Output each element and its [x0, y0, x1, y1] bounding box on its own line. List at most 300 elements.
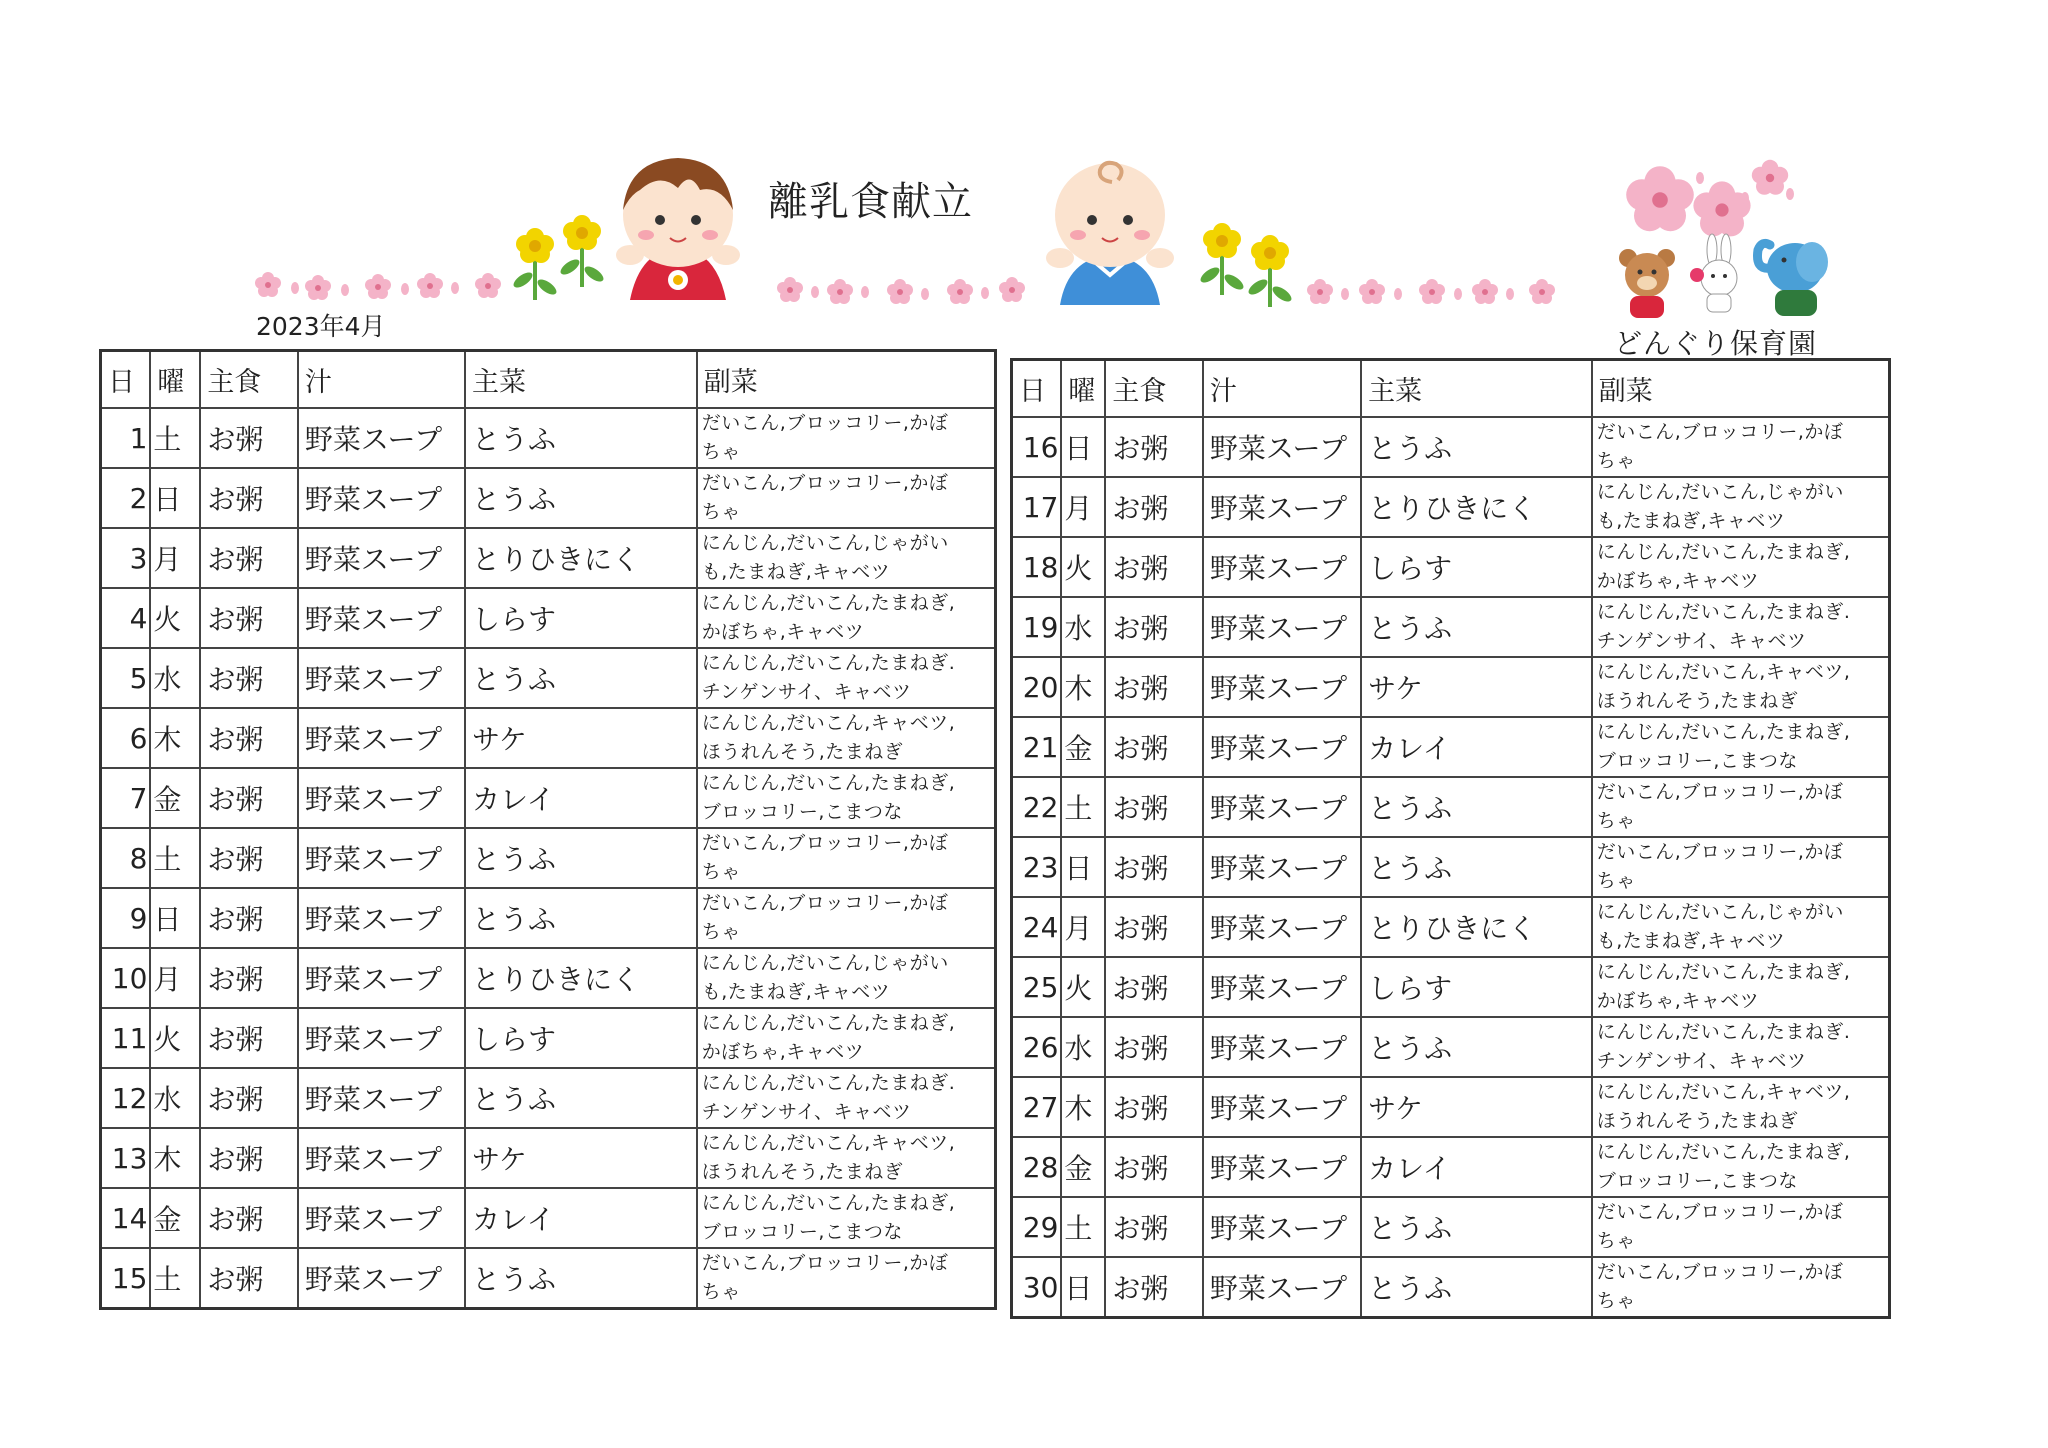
- side-dish-cell: [1592, 537, 1890, 597]
- side-dish-cell: [1592, 837, 1890, 897]
- main-dish-cell: しらす: [465, 1008, 697, 1068]
- table-row: [1012, 1197, 1890, 1257]
- side-dish-line: ちゃ: [701, 501, 741, 523]
- staple-cell: お粥: [200, 648, 298, 708]
- soup-cell: 野菜スープ: [1203, 1197, 1361, 1257]
- main-dish-cell: とうふ: [1361, 1197, 1592, 1257]
- weekday-cell: 日: [150, 888, 200, 948]
- weekday-cell: 水: [150, 1068, 200, 1128]
- main-dish-cell: とうふ: [465, 828, 697, 888]
- table-row: [1012, 1077, 1890, 1137]
- day-cell: 23: [1012, 837, 1062, 897]
- weekday-cell: 金: [1061, 1137, 1105, 1197]
- page-title: 離乳食献立: [768, 179, 973, 225]
- main-dish-cell: とうふ: [465, 648, 697, 708]
- side-dish-cell: [697, 1068, 996, 1128]
- side-dish-cell: [1592, 1257, 1890, 1318]
- header-decoration: [0, 0, 2048, 340]
- day-cell: 28: [1012, 1137, 1062, 1197]
- main-dish-cell: カレイ: [1361, 717, 1592, 777]
- main-dish-cell: とうふ: [465, 408, 697, 468]
- soup-cell: 野菜スープ: [298, 1188, 465, 1248]
- side-dish-line: にんじん,だいこん,たまねぎ.: [701, 1072, 956, 1094]
- table-row: [1012, 957, 1890, 1017]
- main-dish-cell: とうふ: [465, 1068, 697, 1128]
- side-dish-line: にんじん,だいこん,たまねぎ,: [1596, 721, 1851, 743]
- cherry-blossom-icon: [1626, 160, 1794, 237]
- weekday-cell: 火: [1061, 537, 1105, 597]
- side-dish-line: にんじん,だいこん,じゃがい: [1596, 901, 1844, 923]
- side-dish-line: ちゃ: [701, 441, 741, 463]
- side-dish-cell: [697, 1188, 996, 1248]
- side-dish-cell: [1592, 1077, 1890, 1137]
- day-cell: 2: [101, 468, 151, 528]
- side-dish-line: だいこん,ブロッコリー,かぼ: [1596, 1201, 1844, 1223]
- side-dish-cell: [697, 948, 996, 1008]
- weekday-cell: 水: [1061, 1017, 1105, 1077]
- side-dish-line: だいこん,ブロッコリー,かぼ: [701, 832, 949, 854]
- day-cell: 25: [1012, 957, 1062, 1017]
- weekday-cell: 金: [150, 768, 200, 828]
- side-dish-line: だいこん,ブロッコリー,かぼ: [1596, 421, 1844, 443]
- table-row: [1012, 417, 1890, 477]
- weekday-cell: 日: [150, 468, 200, 528]
- table-row: [101, 1248, 996, 1309]
- main-dish-cell: とりひきにく: [465, 948, 697, 1008]
- staple-cell: お粥: [1105, 957, 1203, 1017]
- day-cell: 15: [101, 1248, 151, 1309]
- col-day: 日: [1012, 360, 1062, 418]
- side-dish-cell: [1592, 417, 1890, 477]
- table-row: [101, 1128, 996, 1188]
- side-dish-cell: [1592, 657, 1890, 717]
- menu-table-left: [99, 349, 997, 1310]
- table-row: [1012, 657, 1890, 717]
- table-row: [1012, 1257, 1890, 1318]
- staple-cell: お粥: [1105, 777, 1203, 837]
- side-dish-line: も,たまねぎ,キャベツ: [701, 561, 891, 583]
- main-dish-cell: とうふ: [1361, 417, 1592, 477]
- col-staple: 主食: [200, 351, 298, 409]
- side-dish-cell: [1592, 1137, 1890, 1197]
- side-dish-line: ちゃ: [701, 861, 741, 883]
- side-dish-line: も,たまねぎ,キャベツ: [1596, 930, 1786, 952]
- staple-cell: お粥: [1105, 597, 1203, 657]
- side-dish-line: かぼちゃ,キャベツ: [701, 621, 865, 643]
- staple-cell: お粥: [1105, 1137, 1203, 1197]
- staple-cell: お粥: [1105, 717, 1203, 777]
- side-dish-line: にんじん,だいこん,たまねぎ,: [1596, 961, 1851, 983]
- school-name: どんぐり保育園: [1614, 327, 1818, 360]
- soup-cell: 野菜スープ: [1203, 957, 1361, 1017]
- soup-cell: 野菜スープ: [298, 408, 465, 468]
- soup-cell: 野菜スープ: [298, 888, 465, 948]
- soup-cell: 野菜スープ: [298, 1128, 465, 1188]
- weekday-cell: 水: [1061, 597, 1105, 657]
- col-main-dish: 主菜: [465, 351, 697, 409]
- side-dish-cell: [1592, 1197, 1890, 1257]
- soup-cell: 野菜スープ: [298, 828, 465, 888]
- day-cell: 3: [101, 528, 151, 588]
- bear-icon: [1619, 249, 1675, 318]
- elephant-icon: [1758, 242, 1829, 316]
- side-dish-line: だいこん,ブロッコリー,かぼ: [701, 472, 949, 494]
- main-dish-cell: とうふ: [465, 1248, 697, 1309]
- side-dish-line: にんじん,だいこん,じゃがい: [1596, 481, 1844, 503]
- soup-cell: 野菜スープ: [298, 1008, 465, 1068]
- staple-cell: お粥: [1105, 1077, 1203, 1137]
- side-dish-line: にんじん,だいこん,じゃがい: [701, 532, 949, 554]
- day-cell: 27: [1012, 1077, 1062, 1137]
- day-cell: 6: [101, 708, 151, 768]
- day-cell: 26: [1012, 1017, 1062, 1077]
- side-dish-line: にんじん,だいこん,じゃがい: [701, 952, 949, 974]
- staple-cell: お粥: [1105, 537, 1203, 597]
- soup-cell: 野菜スープ: [1203, 717, 1361, 777]
- side-dish-line: ちゃ: [1596, 1290, 1636, 1312]
- main-dish-cell: とうふ: [1361, 1017, 1592, 1077]
- soup-cell: 野菜スープ: [1203, 897, 1361, 957]
- weekday-cell: 土: [1061, 777, 1105, 837]
- main-dish-cell: とうふ: [1361, 597, 1592, 657]
- side-dish-line: かぼちゃ,キャベツ: [1596, 570, 1760, 592]
- side-dish-line: ちゃ: [701, 1281, 741, 1303]
- blossom-row-middle: [777, 277, 1025, 304]
- staple-cell: お粥: [1105, 477, 1203, 537]
- soup-cell: 野菜スープ: [1203, 657, 1361, 717]
- day-cell: 21: [1012, 717, 1062, 777]
- weekday-cell: 火: [1061, 957, 1105, 1017]
- weekday-cell: 土: [150, 828, 200, 888]
- table-row: [101, 408, 996, 468]
- table-row: [101, 828, 996, 888]
- main-dish-cell: しらす: [1361, 957, 1592, 1017]
- table-row: [1012, 1017, 1890, 1077]
- rabbit-icon: [1690, 234, 1737, 312]
- main-dish-cell: とりひきにく: [1361, 897, 1592, 957]
- col-side-dish: 副菜: [1592, 360, 1890, 418]
- col-weekday: 曜: [1061, 360, 1105, 418]
- weekday-cell: 日: [1061, 417, 1105, 477]
- side-dish-line: にんじん,だいこん,キャベツ,: [1596, 661, 1851, 683]
- side-dish-line: にんじん,だいこん,たまねぎ,: [701, 1192, 956, 1214]
- side-dish-cell: [697, 1128, 996, 1188]
- day-cell: 12: [101, 1068, 151, 1128]
- soup-cell: 野菜スープ: [1203, 777, 1361, 837]
- staple-cell: お粥: [1105, 897, 1203, 957]
- staple-cell: お粥: [200, 1068, 298, 1128]
- weekday-cell: 土: [150, 408, 200, 468]
- side-dish-line: チンゲンサイ、キャベツ: [701, 1101, 912, 1123]
- side-dish-line: ブロッコリー,こまつな: [1596, 1170, 1798, 1192]
- side-dish-line: ちゃ: [1596, 870, 1636, 892]
- staple-cell: お粥: [200, 1188, 298, 1248]
- main-dish-cell: カレイ: [465, 768, 697, 828]
- menu-rows-left: [101, 408, 996, 1309]
- weekday-cell: 木: [1061, 657, 1105, 717]
- side-dish-line: ちゃ: [1596, 1230, 1636, 1252]
- table-row: [1012, 1137, 1890, 1197]
- weekday-cell: 月: [1061, 897, 1105, 957]
- staple-cell: お粥: [200, 708, 298, 768]
- table-row: [101, 768, 996, 828]
- side-dish-line: も,たまねぎ,キャベツ: [1596, 510, 1786, 532]
- soup-cell: 野菜スープ: [298, 1068, 465, 1128]
- day-cell: 20: [1012, 657, 1062, 717]
- side-dish-line: チンゲンサイ、キャベツ: [1596, 630, 1807, 652]
- day-cell: 9: [101, 888, 151, 948]
- soup-cell: 野菜スープ: [298, 468, 465, 528]
- side-dish-cell: [1592, 477, 1890, 537]
- soup-cell: 野菜スープ: [1203, 417, 1361, 477]
- side-dish-line: にんじん,だいこん,たまねぎ,: [1596, 541, 1851, 563]
- weekday-cell: 金: [150, 1188, 200, 1248]
- weekday-cell: 木: [150, 1128, 200, 1188]
- side-dish-line: にんじん,だいこん,キャベツ,: [701, 712, 956, 734]
- main-dish-cell: サケ: [465, 708, 697, 768]
- side-dish-cell: [1592, 777, 1890, 837]
- side-dish-cell: [697, 408, 996, 468]
- day-cell: 5: [101, 648, 151, 708]
- table-row: [1012, 717, 1890, 777]
- main-dish-cell: とりひきにく: [465, 528, 697, 588]
- staple-cell: お粥: [1105, 657, 1203, 717]
- table-row: [101, 528, 996, 588]
- menu-rows-right: [1012, 417, 1890, 1318]
- side-dish-line: にんじん,だいこん,たまねぎ.: [701, 652, 956, 674]
- day-cell: 14: [101, 1188, 151, 1248]
- main-dish-cell: とうふ: [1361, 777, 1592, 837]
- col-side-dish: 副菜: [697, 351, 996, 409]
- day-cell: 22: [1012, 777, 1062, 837]
- header-row: [1012, 360, 1890, 418]
- soup-cell: 野菜スープ: [1203, 537, 1361, 597]
- side-dish-cell: [697, 828, 996, 888]
- staple-cell: お粥: [200, 528, 298, 588]
- side-dish-line: チンゲンサイ、キャベツ: [1596, 1050, 1807, 1072]
- side-dish-line: にんじん,だいこん,たまねぎ,: [701, 772, 956, 794]
- side-dish-line: にんじん,だいこん,たまねぎ,: [701, 592, 956, 614]
- table-row: [1012, 597, 1890, 657]
- side-dish-cell: [697, 1008, 996, 1068]
- soup-cell: 野菜スープ: [1203, 1257, 1361, 1318]
- day-cell: 1: [101, 408, 151, 468]
- weekday-cell: 月: [150, 948, 200, 1008]
- girl-baby-icon: [616, 158, 740, 300]
- weekday-cell: 木: [150, 708, 200, 768]
- side-dish-line: ほうれんそう,たまねぎ: [1596, 1110, 1799, 1132]
- main-dish-cell: サケ: [465, 1128, 697, 1188]
- main-dish-cell: カレイ: [465, 1188, 697, 1248]
- day-cell: 4: [101, 588, 151, 648]
- side-dish-cell: [1592, 597, 1890, 657]
- main-dish-cell: とうふ: [1361, 1257, 1592, 1318]
- side-dish-line: にんじん,だいこん,たまねぎ.: [1596, 601, 1851, 623]
- main-dish-cell: とうふ: [465, 468, 697, 528]
- side-dish-line: ほうれんそう,たまねぎ: [701, 1161, 904, 1183]
- col-staple: 主食: [1105, 360, 1203, 418]
- table-row: [1012, 537, 1890, 597]
- soup-cell: 野菜スープ: [298, 528, 465, 588]
- day-cell: 8: [101, 828, 151, 888]
- soup-cell: 野菜スープ: [298, 648, 465, 708]
- staple-cell: お粥: [1105, 417, 1203, 477]
- side-dish-line: ブロッコリー,こまつな: [701, 1221, 903, 1243]
- col-day: 日: [101, 351, 151, 409]
- soup-cell: 野菜スープ: [1203, 477, 1361, 537]
- staple-cell: お粥: [1105, 1017, 1203, 1077]
- header-row: [101, 351, 996, 409]
- soup-cell: 野菜スープ: [1203, 1017, 1361, 1077]
- side-dish-line: ちゃ: [1596, 450, 1636, 472]
- side-dish-line: だいこん,ブロッコリー,かぼ: [1596, 781, 1844, 803]
- side-dish-line: だいこん,ブロッコリー,かぼ: [701, 412, 949, 434]
- table-row: [101, 1188, 996, 1248]
- table-row: [1012, 837, 1890, 897]
- blossom-row-right: [1307, 279, 1555, 304]
- weekday-cell: 土: [150, 1248, 200, 1309]
- side-dish-line: にんじん,だいこん,たまねぎ,: [1596, 1141, 1851, 1163]
- staple-cell: お粥: [200, 408, 298, 468]
- soup-cell: 野菜スープ: [298, 948, 465, 1008]
- soup-cell: 野菜スープ: [1203, 837, 1361, 897]
- side-dish-cell: [697, 1248, 996, 1309]
- weekday-cell: 土: [1061, 1197, 1105, 1257]
- side-dish-line: にんじん,だいこん,キャベツ,: [1596, 1081, 1851, 1103]
- side-dish-line: だいこん,ブロッコリー,かぼ: [701, 1252, 949, 1274]
- day-cell: 7: [101, 768, 151, 828]
- col-soup: 汁: [298, 351, 465, 409]
- staple-cell: お粥: [200, 948, 298, 1008]
- side-dish-line: ちゃ: [1596, 810, 1636, 832]
- side-dish-cell: [697, 468, 996, 528]
- main-dish-cell: サケ: [1361, 657, 1592, 717]
- side-dish-line: ブロッコリー,こまつな: [1596, 750, 1798, 772]
- main-dish-cell: とうふ: [1361, 837, 1592, 897]
- side-dish-cell: [1592, 897, 1890, 957]
- table-row: [101, 708, 996, 768]
- main-dish-cell: サケ: [1361, 1077, 1592, 1137]
- soup-cell: 野菜スープ: [298, 1248, 465, 1309]
- soup-cell: 野菜スープ: [1203, 1077, 1361, 1137]
- weekday-cell: 火: [150, 1008, 200, 1068]
- day-cell: 18: [1012, 537, 1062, 597]
- day-cell: 10: [101, 948, 151, 1008]
- weekday-cell: 日: [1061, 1257, 1105, 1318]
- staple-cell: お粥: [1105, 1197, 1203, 1257]
- side-dish-cell: [697, 708, 996, 768]
- main-dish-cell: とうふ: [465, 888, 697, 948]
- weekday-cell: 金: [1061, 717, 1105, 777]
- boy-baby-icon: [1046, 163, 1174, 305]
- main-dish-cell: とりひきにく: [1361, 477, 1592, 537]
- side-dish-cell: [697, 528, 996, 588]
- day-cell: 11: [101, 1008, 151, 1068]
- side-dish-cell: [697, 888, 996, 948]
- table-row: [101, 948, 996, 1008]
- side-dish-line: だいこん,ブロッコリー,かぼ: [1596, 1261, 1844, 1283]
- main-dish-cell: しらす: [465, 588, 697, 648]
- table-row: [101, 1008, 996, 1068]
- side-dish-line: かぼちゃ,キャベツ: [701, 1041, 865, 1063]
- col-main-dish: 主菜: [1361, 360, 1592, 418]
- menu-table-right: [1010, 358, 1891, 1319]
- col-weekday: 曜: [150, 351, 200, 409]
- staple-cell: お粥: [200, 888, 298, 948]
- staple-cell: お粥: [200, 1248, 298, 1309]
- side-dish-cell: [697, 648, 996, 708]
- staple-cell: お粥: [200, 828, 298, 888]
- staple-cell: お粥: [200, 468, 298, 528]
- day-cell: 24: [1012, 897, 1062, 957]
- soup-cell: 野菜スープ: [1203, 1137, 1361, 1197]
- day-cell: 29: [1012, 1197, 1062, 1257]
- side-dish-line: にんじん,だいこん,たまねぎ,: [701, 1012, 956, 1034]
- soup-cell: 野菜スープ: [298, 588, 465, 648]
- main-dish-cell: しらす: [1361, 537, 1592, 597]
- side-dish-line: ブロッコリー,こまつな: [701, 801, 903, 823]
- weekday-cell: 木: [1061, 1077, 1105, 1137]
- col-soup: 汁: [1203, 360, 1361, 418]
- weekday-cell: 月: [1061, 477, 1105, 537]
- side-dish-cell: [1592, 957, 1890, 1017]
- side-dish-line: だいこん,ブロッコリー,かぼ: [1596, 841, 1844, 863]
- side-dish-line: だいこん,ブロッコリー,かぼ: [701, 892, 949, 914]
- side-dish-line: ちゃ: [701, 921, 741, 943]
- blossom-row-left: [255, 272, 501, 300]
- main-dish-cell: カレイ: [1361, 1137, 1592, 1197]
- soup-cell: 野菜スープ: [298, 708, 465, 768]
- day-cell: 30: [1012, 1257, 1062, 1318]
- soup-cell: 野菜スープ: [1203, 597, 1361, 657]
- side-dish-line: かぼちゃ,キャベツ: [1596, 990, 1760, 1012]
- table-row: [101, 588, 996, 648]
- side-dish-cell: [1592, 717, 1890, 777]
- day-cell: 19: [1012, 597, 1062, 657]
- staple-cell: お粥: [200, 588, 298, 648]
- staple-cell: お粥: [1105, 837, 1203, 897]
- side-dish-line: も,たまねぎ,キャベツ: [701, 981, 891, 1003]
- table-row: [101, 468, 996, 528]
- side-dish-cell: [697, 588, 996, 648]
- table-row: [1012, 477, 1890, 537]
- side-dish-cell: [697, 768, 996, 828]
- side-dish-line: ほうれんそう,たまねぎ: [1596, 690, 1799, 712]
- staple-cell: お粥: [200, 1128, 298, 1188]
- side-dish-cell: [1592, 1017, 1890, 1077]
- soup-cell: 野菜スープ: [298, 768, 465, 828]
- table-row: [1012, 897, 1890, 957]
- staple-cell: お粥: [200, 1008, 298, 1068]
- day-cell: 16: [1012, 417, 1062, 477]
- weekday-cell: 火: [150, 588, 200, 648]
- side-dish-line: ほうれんそう,たまねぎ: [701, 741, 904, 763]
- staple-cell: お粥: [1105, 1257, 1203, 1318]
- weekday-cell: 月: [150, 528, 200, 588]
- side-dish-line: にんじん,だいこん,キャベツ,: [701, 1132, 956, 1154]
- month-label: 2023年4月: [256, 312, 386, 341]
- day-cell: 17: [1012, 477, 1062, 537]
- table-row: [101, 648, 996, 708]
- side-dish-line: にんじん,だいこん,たまねぎ.: [1596, 1021, 1851, 1043]
- day-cell: 13: [101, 1128, 151, 1188]
- weekday-cell: 日: [1061, 837, 1105, 897]
- table-row: [101, 888, 996, 948]
- side-dish-line: チンゲンサイ、キャベツ: [701, 681, 912, 703]
- weekday-cell: 水: [150, 648, 200, 708]
- table-row: [101, 1068, 996, 1128]
- staple-cell: お粥: [200, 768, 298, 828]
